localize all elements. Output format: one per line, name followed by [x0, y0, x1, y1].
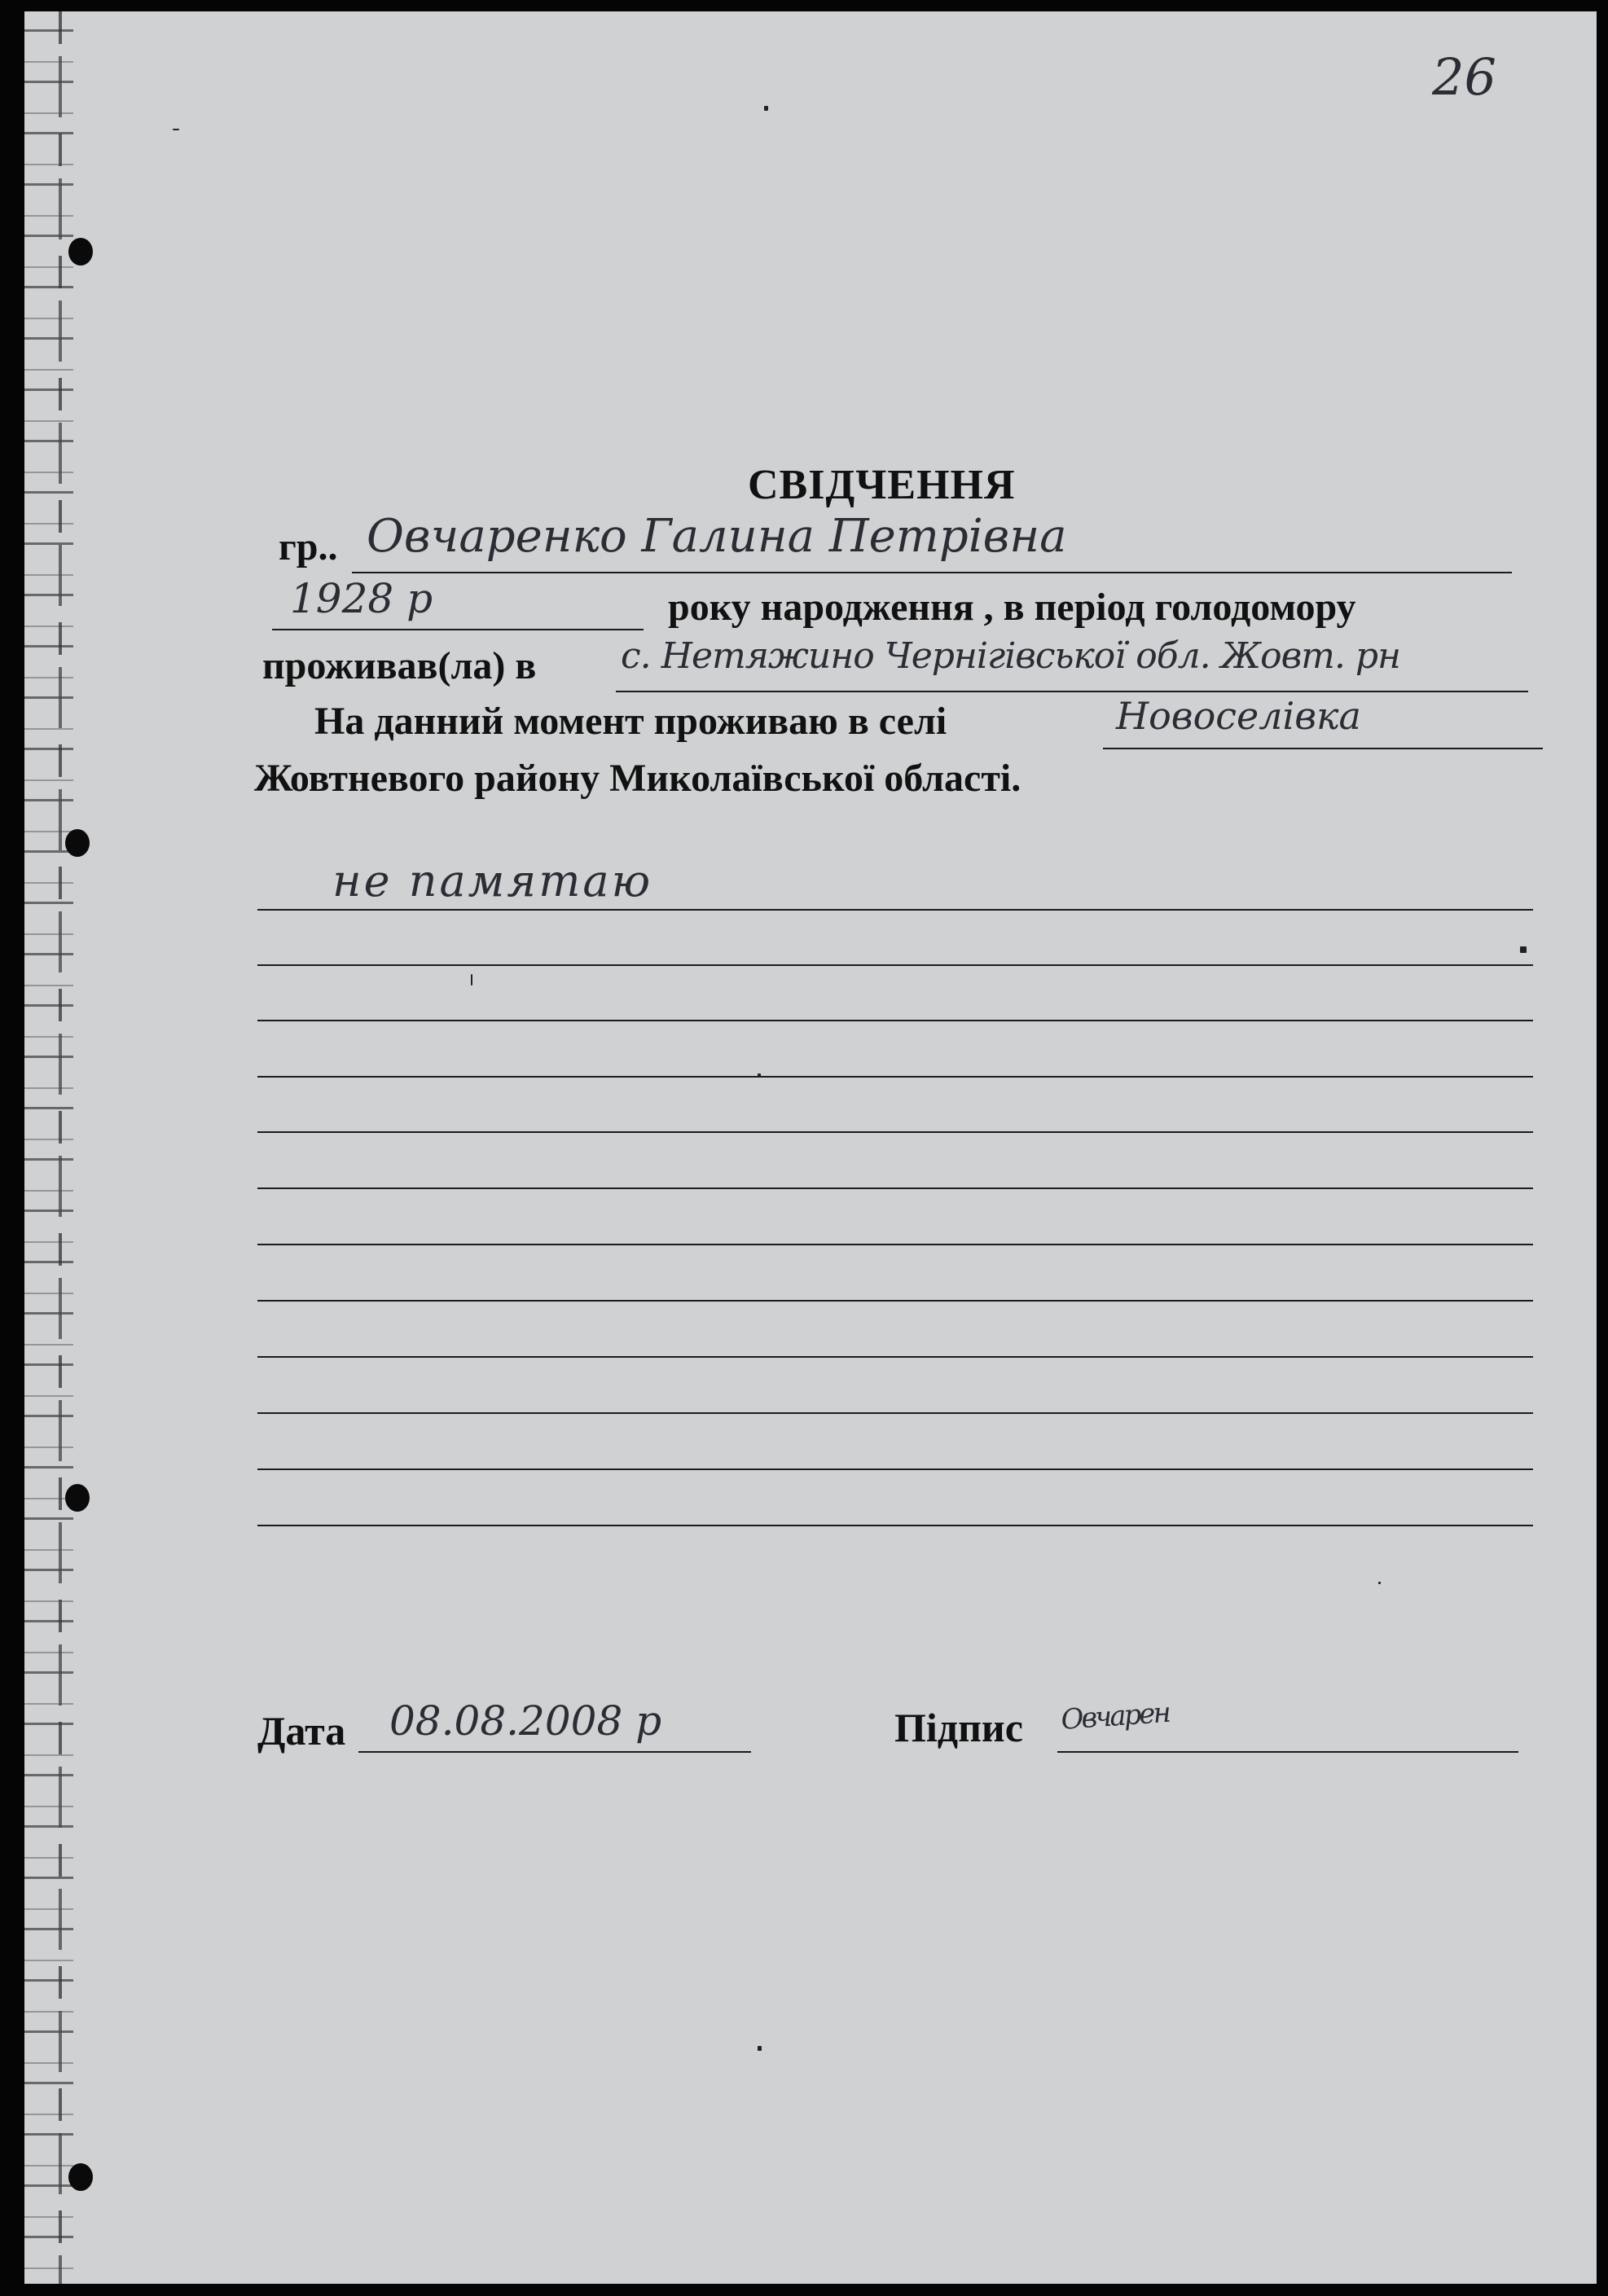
residence-label: проживав(ла) в: [262, 644, 537, 687]
testimony-line: [257, 1525, 1533, 1526]
testimony-line: [257, 1300, 1533, 1302]
name-underline: [352, 572, 1512, 573]
punch-hole: [68, 238, 93, 266]
testimony-line: [257, 1356, 1533, 1358]
residence-place: с. Нетяжино Чернігівської обл. Жовт. рн: [621, 635, 1401, 677]
scan-speck: [764, 106, 768, 111]
punch-hole: [65, 1484, 90, 1512]
testimony-line: [257, 1131, 1533, 1133]
testimony-line: [257, 1412, 1533, 1414]
signature-label: Підпис: [894, 1705, 1023, 1750]
document-title: СВІДЧЕННЯ: [748, 462, 1016, 508]
current-village: Новоселівка: [1116, 694, 1361, 738]
scan-speck: [173, 129, 179, 130]
scan-speck: [471, 974, 472, 986]
year-underline: [272, 629, 644, 630]
scan-speck: [1520, 946, 1527, 953]
date-underline: [358, 1751, 751, 1753]
testimony-line: [257, 909, 1533, 911]
date-value: 08.08.2008 р: [389, 1697, 662, 1745]
testimony-line: [257, 1244, 1533, 1245]
citizen-name: Овчаренко Галина Петрівна: [367, 510, 1067, 563]
scan-speck: [758, 1073, 761, 1077]
current-residence-text: На данний момент проживаю в селі: [314, 700, 947, 743]
testimony-text: не памятаю: [332, 855, 653, 907]
birth-text: року народження , в період голодомору: [668, 586, 1356, 629]
district-text: Жовтневого району Миколаївської області.: [254, 757, 1021, 800]
page-number: 26: [1432, 47, 1496, 107]
testimony-line: [257, 1468, 1533, 1470]
village-underline: [1103, 748, 1543, 749]
date-label: Дата: [257, 1708, 346, 1754]
punch-hole: [65, 829, 90, 857]
birth-year: 1928 р: [290, 575, 433, 622]
signature-value: Овчарен: [1060, 1696, 1171, 1736]
paper-sheet: [24, 11, 1597, 2284]
citizen-label: гр..: [279, 525, 338, 569]
testimony-line: [257, 1020, 1533, 1021]
binding-edge-line: [59, 11, 62, 2284]
scan-speck: [758, 2046, 762, 2051]
residence-underline: [616, 691, 1528, 692]
testimony-line: [257, 1188, 1533, 1189]
scan-speck: [1378, 1582, 1381, 1584]
binding-edge: [24, 11, 73, 2284]
testimony-line: [257, 964, 1533, 966]
testimony-line: [257, 1076, 1533, 1078]
punch-hole: [68, 2163, 93, 2191]
signature-underline: [1057, 1751, 1518, 1753]
